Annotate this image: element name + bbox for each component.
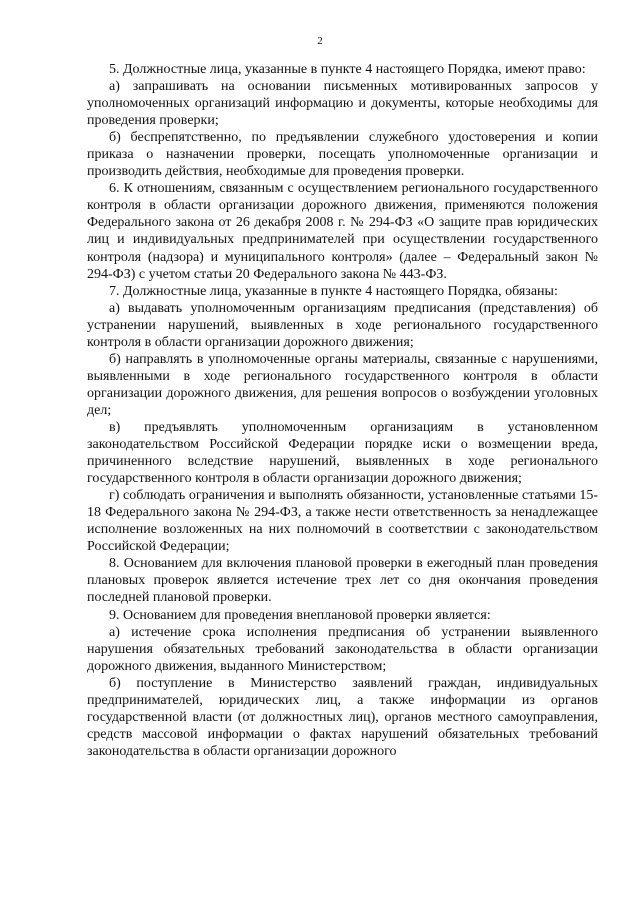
paragraph-5a: а) запрашивать на основании письменных мотивированных запросов у уполномоченных организаций информацию и документы, которые необходимы для проведения проверки; [87,79,598,129]
paragraph-7a: а) выдавать уполномоченным организациям предписания (представления) об устранении нарушений, выявленных в ходе регионального государственного контроля в области организации дорожного движения; [87,300,598,350]
paragraph-8: 8. Основанием для включения плановой проверки в ежегодный план проведения плановых проверок является истечение трех лет со дня окончания проведения последней плановой проверки. [87,556,598,606]
paragraph-5: 5. Должностные лица, указанные в пункте 4 настоящего Порядка, имеют право: [109,62,586,77]
page-number: 2 [317,35,323,47]
paragraph-5b: б) беспрепятственно, по предъявлении служебного удостоверения и копии приказа о назначении проверки, посещать уполномоченные организации и производить действия, необходимые для проведения проверки. [87,130,598,180]
paragraph-9b: б) поступление в Министерство заявлений граждан, индивидуальных предпринимателей, юридических лиц, а также информации из органов государственной власти (от должностных лиц), органов местного самоуправления, средств массовой информации о фактах нарушений обязательных требований законодательства в области организации дорожного [87,675,598,759]
paragraph-7g: г) соблюдать ограничения и выполнять обязанности, установленные статьями 15-18 Федерального закона № 294-ФЗ, а также нести ответственность за ненадлежащее исполнение возложенных на них полномочий в соответствии с законодательством Российской Федерации; [87,488,598,555]
paragraph-6: 6. К отношениям, связанным с осуществлением регионального государственного контроля в области организации дорожного движения, применяются положения Федерального закона от 26 декабря 2008 г. № 294-ФЗ «О защите прав юридических лиц и индивидуальных предпринимателей при осуществлении государственного контроля (надзора) и муниципального контроля» (далее – Федеральный закон № 294-ФЗ) с учетом статьи 20 Федерального закона № 443-ФЗ. [87,181,598,282]
paragraph-7: 7. Должностные лица, указанные в пункте 4 настоящего Порядка, обязаны: [109,283,558,299]
paragraph-7b: б) направлять в уполномоченные органы материалы, связанные с нарушениями, выявленными в ходе регионального государственного контроля в области организации дорожного движения, для решения вопросов о возбуждении уголовных дел; [87,351,598,418]
document-body [87,61,598,760]
paragraph-9a: а) истечение срока исполнения предписания об устранении выявленного нарушения обязательных требований законодательства в области организации дорожного движения, выданного Министерством; [87,624,598,674]
paragraph-7v: в) предъявлять уполномоченным организациям в установленном законодательством Российской Федерации порядке иски о возмещении вреда, причиненного вследствие нарушений, выявленных в ходе регионального государственного контроля в области организации дорожного движения; [87,419,598,487]
paragraph-9: 9. Основанием для проведения внеплановой проверки является: [109,607,491,623]
